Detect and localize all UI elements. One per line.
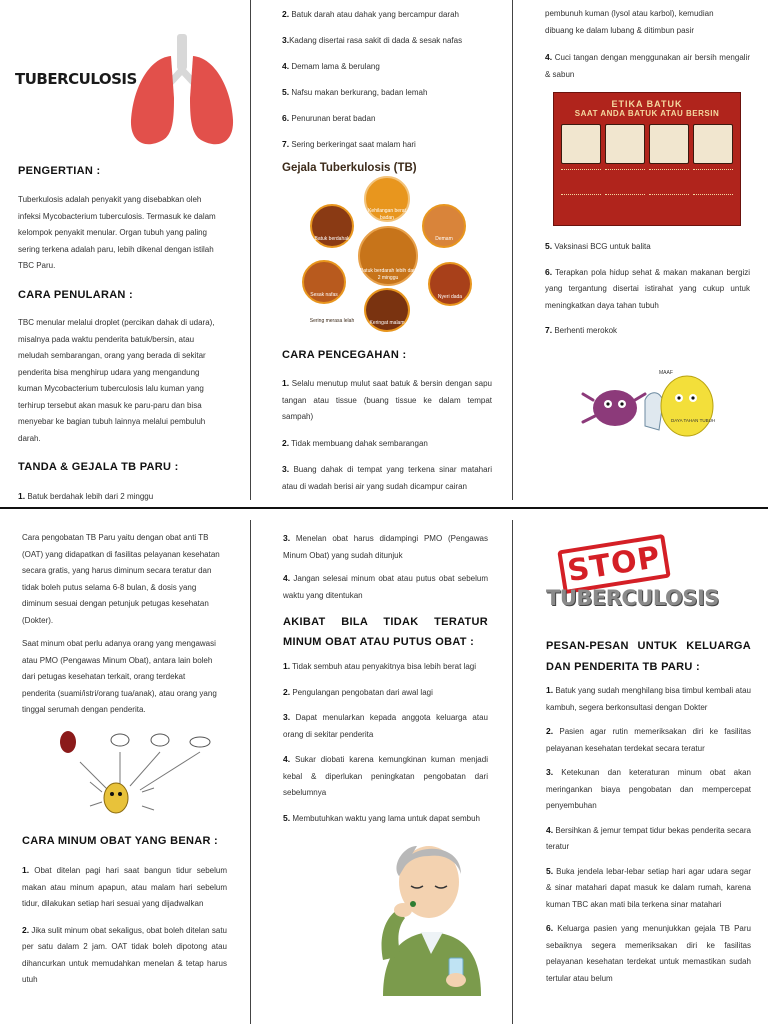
list-item: 1. Selalu menutup mulut saat batuk & bersin dengan sapu tangan atau tissue (buang tissue ke dalam tempat sampah) — [282, 378, 492, 421]
list-item: 4. Jangan selesai minum obat atau putus obat sebelum waktu yang ditentukan — [283, 573, 488, 600]
poster-text-block — [693, 169, 733, 195]
symptom-bubble: Nyeri dada — [428, 262, 472, 306]
treatment-para-1: Cara pengobatan TB Paru yaitu dengan obat anti TB (OAT) yang didapatkan di fasilitas pelayanan kesehatan secara gratis, yang harus diminum secara teratur dan tidak boleh putus selama 6-8 bulan, & dosis yang diminum sesuai dengan petunjuk petugas kesehatan (Dokter). — [22, 533, 220, 625]
list-item: 2. Jika sulit minum obat sekaligus, obat boleh ditelan satu per satu dalam 2 jam. OAT tidak boleh dipotong atau dihancurkan untuk memudahkan menelan & tetap harus utuh — [22, 924, 227, 984]
penularan-heading: CARA PENULARAN : — [18, 289, 133, 301]
pesan-list — [546, 682, 751, 987]
fold-line-top-left — [250, 0, 251, 500]
cartoon-label-a: MAAF — [659, 370, 673, 376]
symptom-bubble: Demam — [422, 204, 466, 248]
list-item: 4. Bersihkan & jemur tempat tidur bekas penderita secara teratur — [546, 824, 751, 851]
cara-minum-heading: CARA MINUM OBAT YANG BENAR : — [22, 835, 219, 847]
cough-etiquette-poster: ETIKA BATUK SAAT ANDA BATUK ATAU BERSIN — [553, 92, 741, 226]
penularan-text: TBC menular melalui droplet (percikan dahak di udara), misalnya pada waktu penderita batuk/bersin, atau meludah sembarangan, orang yang berada di sekitar penderita bisa menghirup udara yang mengandung kuman Mycobacterium tuberculosis lalu kuman yang terhirup tersebut akan masuk ke paru-paru dan bisa menyebar ke bagian tubuh lainnya melalui pembuluh darah. — [18, 318, 215, 443]
symptom-label-extra: Sering merasa lelah — [309, 318, 355, 324]
akibat-list — [283, 658, 488, 827]
poster-text-block — [561, 169, 601, 195]
list-item: 4. Cuci tangan dengan menggunakan air bersih mengalir & sabun — [545, 52, 750, 79]
fold-line-bottom-left — [250, 520, 251, 1024]
list-item: 1. Batuk berdahak lebih dari 2 minggu — [18, 491, 154, 501]
left-lung — [131, 56, 174, 144]
gejala-heading: TANDA & GEJALA TB PARU : — [18, 461, 179, 473]
right-lung — [190, 56, 233, 144]
continued-text: pembunuh kuman (lysol atau karbol), kemudian dibuang ke dalam lubang & ditimbun pasir — [545, 9, 714, 35]
list-item: 5. Membutuhkan waktu yang lama untuk dapat sembuh — [283, 812, 480, 823]
poster-panel — [649, 124, 689, 164]
lungs-icon — [127, 32, 237, 150]
list-item: 1. Obat ditelan pagi hari saat bangun tidur sebelum makan atau minum apapun, atau malam hari sebelum tidur, dilakukan setiap hari sesuai yang dijadwalkan — [22, 865, 227, 908]
prevention-list-b — [545, 238, 750, 340]
fold-line-bottom-right — [512, 520, 513, 1024]
symptom-bubble: Sesak nafas — [302, 260, 346, 304]
poster-text-block — [605, 169, 645, 195]
germ-vs-immunity-cartoon — [575, 360, 725, 450]
cover-title: TUBERCULOSIS — [15, 70, 137, 88]
symptoms-diagram — [302, 176, 477, 334]
stop-stamp: STOP — [557, 534, 671, 594]
pmo-supervision-diagram — [50, 722, 220, 818]
symptom-center-caption: Batuk berdarah lebih dari 2 minggu — [360, 268, 416, 281]
stop-tb-title: TUBERCULOSIS — [546, 586, 719, 610]
poster-panel — [561, 124, 601, 164]
list-item: 7. Sering berkeringat saat malam hari — [282, 139, 416, 149]
cartoon-label-b: DAYA TAHAN TUBUH — [671, 418, 716, 423]
panel-consequences — [283, 530, 498, 1024]
pencegahan-heading: CARA PENCEGAHAN : — [282, 349, 407, 361]
symptom-bubble: Kehilangan berat badan — [364, 176, 410, 222]
fold-line-top-right — [512, 0, 513, 500]
list-item: 3. Buang dahak di tempat yang terkena sinar matahari atau di wadah berisi air yang sudah dicampur cairan — [282, 464, 492, 491]
obat-list-cont — [283, 530, 488, 604]
list-item: 3. Ketekunan dan keteraturan minum obat akan meringankan biaya pengobatan dan mempercepat penyembuhan — [546, 767, 751, 810]
treatment-para-2: Saat minum obat perlu adanya orang yang mengawasi atau PMO (Pengawas Minum Obat), antara lain boleh dari petugas kesehatan terkait, orang terdekat penderita (suami/istri/orang tua/anak), atau orang yang tinggal serumah dengan penderita. — [22, 639, 217, 714]
symptom-bubble: Batuk berdahak — [310, 204, 354, 248]
list-item: 5. Buka jendela lebar-lebar setiap hari agar udara segar & sinar matahari dapat masuk ke dalam rumah, karena kuman TBC akan mati bila terkena sinar matahari — [546, 865, 751, 909]
pengertian-heading: PENGERTIAN : — [18, 165, 101, 177]
panel-messages — [546, 530, 758, 1024]
panel-prevention — [545, 0, 757, 505]
pesan-heading: PESAN-PESAN UNTUK KELUARGA DAN PENDERITA TB PARU : — [546, 640, 751, 673]
list-item: 3. Dapat menularkan kepada anggota keluarga atau orang di sekitar penderita — [283, 712, 488, 739]
pencegahan-list — [282, 375, 492, 495]
list-item: 4. Sukar diobati karena kemungkinan kuman menjadi kebal & diperlukan peningkatan pengobatan dari sebelumnya — [283, 754, 488, 797]
panel-treatment — [22, 530, 232, 1024]
cara-minum-list — [22, 862, 227, 989]
list-item: 3.Kadang disertai rasa sakit di dada & sesak nafas — [282, 35, 463, 45]
patient-taking-medicine-illustration — [369, 830, 489, 996]
list-item: 2. Pengulangan pengobatan dari awal lagi — [283, 686, 433, 697]
panel-cover — [15, 0, 240, 505]
list-item: 1. Tidak sembuh atau penyakitnya bisa lebih berat lagi — [283, 661, 476, 671]
list-item: 2. Batuk darah atau dahak yang bercampur darah — [282, 9, 459, 19]
pengertian-text: Tuberkulosis adalah penyakit yang disebabkan oleh infeksi Mycobacterium tuberculosis. Termasuk ke dalam kelompok penyakit menular. Organ tubuh yang paling sering terkena adalah paru, lebih dikenal dengan istilah TBC Paru. — [18, 195, 216, 270]
list-item: 7. Berhenti merokok — [545, 325, 618, 335]
list-item: 3. Menelan obat harus didampingi PMO (Pengawas Minum Obat) yang sudah ditunjuk — [283, 533, 488, 560]
akibat-heading: AKIBAT BILA TIDAK TERATUR MINUM OBAT ATAU PUTUS OBAT : — [283, 616, 488, 648]
list-item: 2. Tidak membuang dahak sembarangan — [282, 437, 428, 448]
sheet-divider — [0, 507, 768, 509]
list-item: 5. Nafsu makan berkurang, badan lemah — [282, 87, 428, 97]
list-item: 4. Demam lama & berulang — [282, 61, 380, 71]
panel-symptoms — [282, 0, 497, 505]
list-item: 1. Batuk yang sudah menghilang bisa timbul kembali atau kambuh, segera berkonsultasi dengan Dokter — [546, 685, 752, 712]
list-item: 5. Vaksinasi BCG untuk balita — [545, 241, 651, 251]
poster-panel — [605, 124, 645, 164]
symptom-bubble: Keringat malam — [364, 288, 410, 332]
list-item: 6. Terapkan pola hidup sehat & makan makanan bergizi yang tergantung disertai istirahat yang cukup untuk meningkatkan daya tahan tubuh — [545, 266, 751, 310]
symptoms-diagram-title: Gejala Tuberkulosis (TB) — [282, 162, 417, 174]
poster-text-block — [649, 169, 689, 195]
list-item: 2. Pasien agar rutin memeriksakan diri ke fasilitas pelayanan kesehatan terdekat secara teratur — [546, 726, 751, 753]
list-item: 6. Keluarga pasien yang menunjukkan gejala TB Paru sebaiknya segera memeriksakan diri ke fasilitas pelayanan kesehatan terdekat untuk memastikan sudah tertular atau belum — [546, 923, 751, 983]
list-item: 6. Penurunan berat badan — [282, 113, 376, 123]
poster-panel — [693, 124, 733, 164]
gejala-list — [282, 6, 492, 162]
